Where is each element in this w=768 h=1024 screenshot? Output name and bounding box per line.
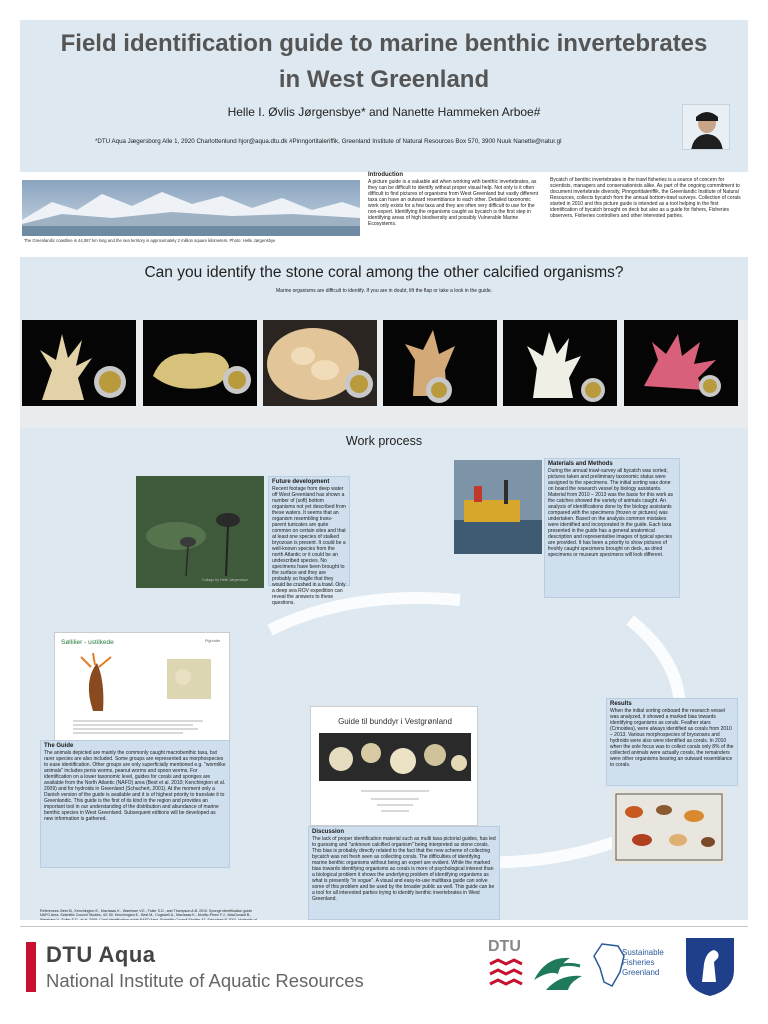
greenland-coat-of-arms [684,936,736,998]
dtu-wave-icon [488,956,524,992]
ssf-line-3: Greenland [622,968,660,977]
stone-coral-question: Can you identify the stone coral among the other calcified organisms? [144,264,624,281]
research-vessel-photo [454,460,542,554]
authors: Helle I. Øvlis Jørgensbye* and Nanette Hammeken Arboe# [227,105,541,119]
discussion-text: The lack of proper identification material such as multi taxa pictorial guides, has led to guessing and "unknown calcified organism" being interpreted as stone corals. This bias is probably directly related to the fact that the new scheme of collecting bycatch was not fresh seen as collecting corals. The difficulties of identifying marine benthic organisms without being an expert are evident. While the marked bias towards identifying organisms as corals is more of psychological interest than a biological problem it shows the underlying problem of identifying organisms as what is presently "in vogue". A visual and easy-to-use multitaxa guide can solve some of this problem and be used by the broader public as well. This guide can be a tool for all interested parties trying to identify benthic invertebrates in West Greenland. [312,836,496,902]
greenland-institute-logo [530,940,586,996]
specimen-photo-2[interactable] [143,320,257,406]
future-development-section [268,476,350,606]
poster [20,20,748,920]
footer-org-name: DTU Aqua [46,942,156,967]
ssf-line-2: Fisheries [622,958,655,967]
results-text: When the initial sorting onboard the research vessel was analyzed, it showed a marked bias towards identifying organisms as corals. Feather stars (Crinoidea), were always identified as corals from 2010 – 2013. Various morphospecies of bryozoans and hydroids were also were identified as corals. In 2010 when the sole focus was to collect corals only 8% of the collected animals were actually corals, the remainders were other organisms bearing an outward resemblance to corals. [610,708,734,768]
specimen-photo-5[interactable] [503,320,617,406]
greenland-coastline-photo [22,180,360,236]
question-subtitle: Marine organisms are difficult to identify. If you are in doubt, lift the flap or take a look in the guide. [275,288,493,294]
guide-page-title: Søllilier - ustilkede [61,639,114,646]
title-line-1: Field identification guide to marine benthic invertebrates [60,30,708,57]
introduction-heading: Introduction [368,172,403,178]
discussion-heading: Discussion [312,829,345,835]
references: References: Best M., Kenchington E., MacIsaac K., Wareham V.E., Fuller S.D., and Thompson A.B. 2010. Sponge identification guide NAFO Area. Scientific Council Studies, 43: 50. Kenchington E., Best M., Cogswell A., MacIsaac K., Murillo-Perez F.J., MacDonald B., [40,909,253,918]
the-guide-section [40,740,230,868]
specimen-photo-4[interactable] [383,320,497,406]
specimen-photo-3[interactable] [263,320,377,406]
dtu-red-bar [26,942,36,992]
poster-header [20,20,748,170]
greenland-map-icon [592,942,626,992]
discussion-section [308,826,500,920]
results-heading: Results [610,701,632,707]
guide-page-sample [54,632,230,742]
collage-caption: Collage by Helle Jørgensbye [202,578,248,582]
future-development-heading: Future development [272,479,330,485]
bycatch-section [550,177,745,219]
results-section [606,698,738,786]
guide-cover-title: Guide til bunddyr i Vestgrønland [338,717,452,726]
dtu-logo [488,938,524,1002]
dtu-logo-text: DTU [488,938,521,955]
materials-methods-heading: Materials and Methods [548,461,613,467]
introduction-section [368,172,540,227]
poster-title [20,26,748,98]
materials-methods-section [544,458,680,598]
introduction-text: A picture guide is a valuable aid when working with benthic invertebrates, as they can be difficult to identify without proper visual help. Not only is it often difficult to find pictures of organisms from West Greenland but vastly different taxa can have an outward resemblance to each other. Detailed taxonomic work only exists for a few taxa and they are often very difficult to use for the non-expert. Identifying the organisms caught as bycatch is the first step in identifying areas of high biodiversity and possibly Vulnerable Marine Ecosystems. [368,179,539,227]
coastline-caption: The Greenlandic coastline is 44,087 km long and the sea territory is approximately 2 million square kilometers. Photo: Helle Jørgensbye [24,238,276,243]
affiliation: *DTU Aqua Jægersborg Alle 1, 2920 Charlottenlund hjor@aqua.dtu.dk #Pinngortitaleriffik, Greenland Institute of Natural Resources Box 570, 3900 Nuuk Nanette@natur.gl [95,138,562,145]
deep-sea-collage-photo [136,476,264,588]
footer [0,920,768,1024]
footer-divider [20,926,748,927]
title-line-2: in West Greenland [278,66,490,93]
guide-cover-image [310,706,478,826]
footer-org-full: National Institute of Aquatic Resources [46,970,364,991]
ssf-line-1: Sustainable [622,948,664,957]
sustainable-fisheries-greenland-logo [592,938,678,998]
author-portrait-photo [682,104,730,150]
materials-methods-text: During the annual trawl-survey all bycatch was sorted, pictures taken and preliminary taxonomic status were assigned to the specimens. The initial sorting was done on board the research vessel by biology assistants. Material from 2010 – 2013 was the basis for this work as the catches showed the variety of animals caught. An analysis of identifications done by the biology assistants compared with the specimens (frozen or pictures) was undertaken. Based on the analysis common mistakes were identified and incorporated in the guide. Each taxa presented in the guide has a general anatomical description and representative images of typical species are provided. It has been a priority to show pictures of freshly caught specimens brought on deck, as dried specimens or museum specimens will look different. [548,468,674,558]
specimen-photo-6[interactable] [624,320,738,406]
the-guide-heading: The Guide [44,743,74,749]
work-process-title: Work process [345,434,423,448]
bycatch-sorting-photo [612,790,726,864]
future-development-text: Recent footage from deep water off West Greenland has shown a number of (soft) bottom organisms not yet described from these waters. It seems that an organism resembling trans-parent tunicates are quite common on certain sites and that at least one species of stalked bryozoan is present. It could be a well-known species from the north Atlantic or it could be an undescribed species. No specimens have been brought to the surface and they are probably so fragile that they would be crushed in a trawl. Only a deep sea ROV expedition can reveal the answers to these questions. [272,486,346,606]
specimen-photo-strip [20,320,748,428]
specimen-photo-1[interactable] [22,320,136,406]
bycatch-text: Bycatch of benthic invertebrates in the trawl fisheries is a source of concern for scientists, managers and conservationists alike. As part of the ongoing commitment to document invertebrate diversity, Pinngortitaleriffik, the Greenlandic Institute of Natural Resources, collects bycatch from the annual bottom-trawl surveys. Collection of corals started in 2010 and this picture guide is intended as a tool helping in the first identification of bycatch brought on deck but also as a guide for fishers, Fisheries observers, Fisheries controllers and other interested parties. [550,177,741,219]
the-guide-text: The animals depicted are mainly the commonly caught macrobenthic taxa, but rarer species are also included. Some groups are represented as morphospecies to ease identification. Other groups are only superficially mentioned e.g. "wormlike animals" includes penis worms, peanut worms and spoon worms. For identification on a lower taxonomic level, guides for corals and sponges are available from the North Atlantic (NAFO) area (Best et al. 2010; Kenchington et al. 2009) and for hydroids in Greenland (Schuchert, 2001). At the moment only a Danish version of the guide is available and it is of highest priority to translate it to Greenlandic. This guide is the first of its kind in the region and provides an important tool in our understanding of the distribution and abundance of marine benthic species in West Greenland. Subsequent editions will be developed as new information is gathered. [44,750,226,822]
guide-page-tag: Pighuder [205,639,221,643]
